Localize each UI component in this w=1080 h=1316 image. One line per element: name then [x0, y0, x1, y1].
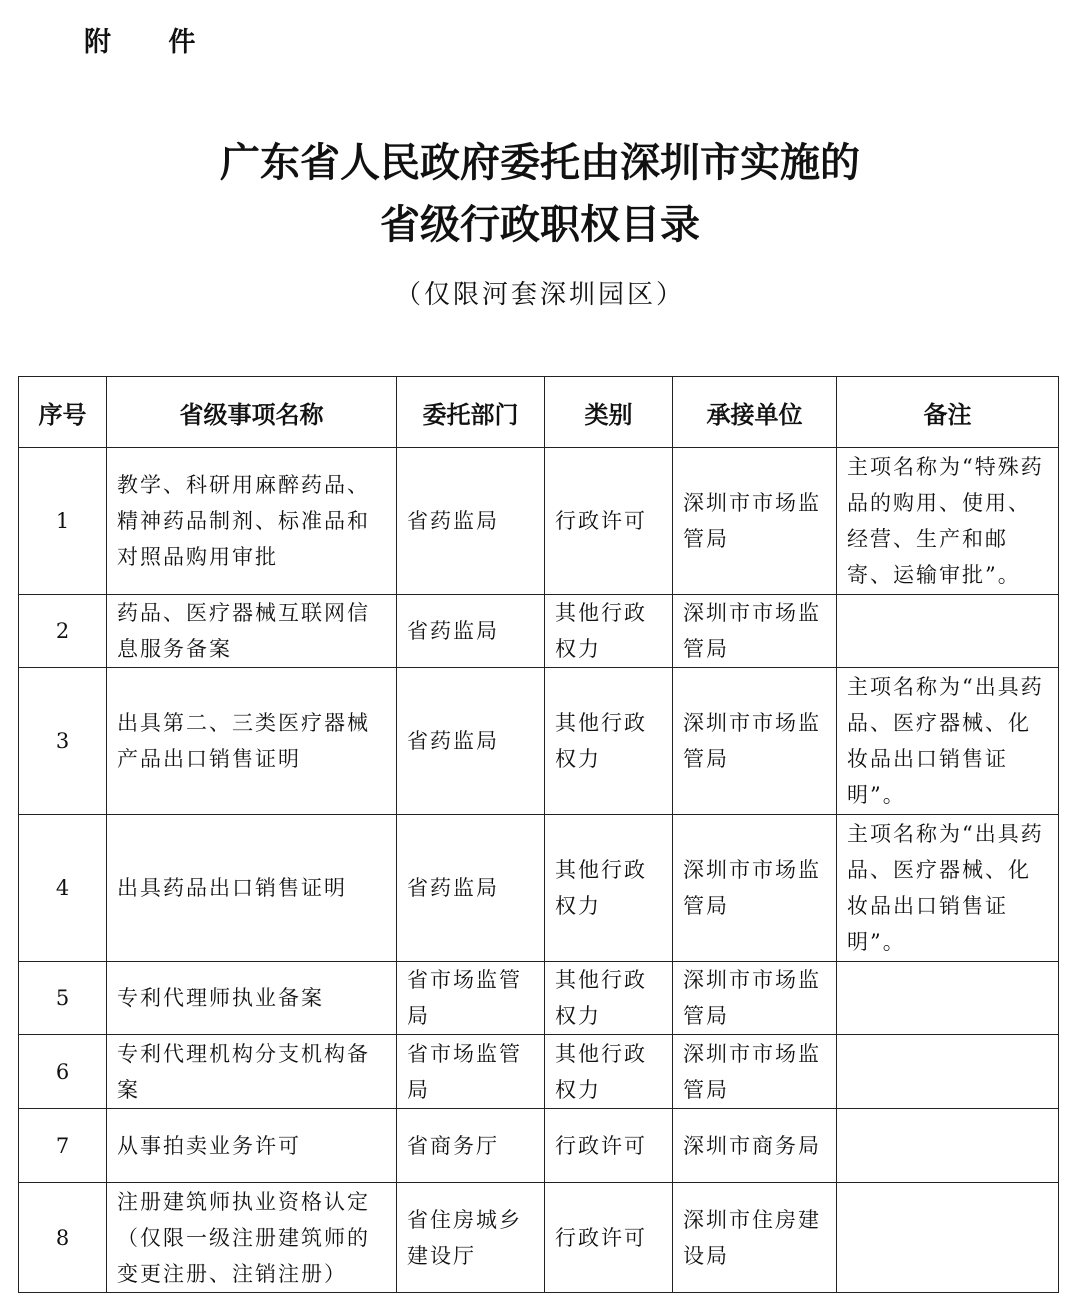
document-title-line2: 省级行政职权目录: [380, 202, 700, 248]
row-department: 省药监局: [397, 595, 545, 668]
row-note: 主项名称为“出具药品、医疗器械、化妆品出口销售证明”。: [837, 815, 1059, 962]
table-row: [19, 962, 1059, 1035]
row-seq: 2: [19, 595, 107, 668]
attachment-label: 附 件: [84, 27, 220, 58]
row-receiving-unit: 深圳市住房建设局: [673, 1183, 837, 1293]
row-category: 其他行政权力: [545, 668, 673, 815]
column-header: 类别: [545, 377, 673, 448]
row-receiving-unit: 深圳市市场监管局: [673, 668, 837, 815]
row-item-name: 注册建筑师执业资格认定（仅限一级注册建筑师的变更注册、注销注册）: [107, 1183, 397, 1293]
row-item-name: 从事拍卖业务许可: [107, 1109, 397, 1183]
row-note: [837, 595, 1059, 668]
row-item-name: 教学、科研用麻醉药品、精神药品制剂、标准品和对照品购用审批: [107, 448, 397, 595]
powers-catalog-table: [18, 376, 1059, 1293]
table-row: [19, 1109, 1059, 1183]
row-item-name: 专利代理师执业备案: [107, 962, 397, 1035]
table-header-row: [19, 377, 1059, 448]
table-row: [19, 1183, 1059, 1293]
column-header: 省级事项名称: [107, 377, 397, 448]
row-department: 省药监局: [397, 448, 545, 595]
row-seq: 3: [19, 668, 107, 815]
row-department: 省市场监管局: [397, 962, 545, 1035]
table-row: [19, 668, 1059, 815]
row-note: 主项名称为“特殊药品的购用、使用、经营、生产和邮寄、运输审批”。: [837, 448, 1059, 595]
row-department: 省商务厅: [397, 1109, 545, 1183]
row-receiving-unit: 深圳市市场监管局: [673, 815, 837, 962]
row-item-name: 专利代理机构分支机构备案: [107, 1035, 397, 1109]
row-item-name: 药品、医疗器械互联网信息服务备案: [107, 595, 397, 668]
row-seq: 1: [19, 448, 107, 595]
row-department: 省住房城乡建设厅: [397, 1183, 545, 1293]
table-row: [19, 595, 1059, 668]
table-row: [19, 448, 1059, 595]
row-seq: 8: [19, 1183, 107, 1293]
row-category: 其他行政权力: [545, 962, 673, 1035]
row-note: [837, 1183, 1059, 1293]
row-note: [837, 1035, 1059, 1109]
column-header: 序号: [19, 377, 107, 448]
row-note: [837, 962, 1059, 1035]
row-category: 行政许可: [545, 448, 673, 595]
row-receiving-unit: 深圳市商务局: [673, 1109, 837, 1183]
column-header: 委托部门: [397, 377, 545, 448]
table-row: [19, 1035, 1059, 1109]
column-header: 承接单位: [673, 377, 837, 448]
row-seq: 7: [19, 1109, 107, 1183]
row-seq: 6: [19, 1035, 107, 1109]
row-department: 省药监局: [397, 668, 545, 815]
row-department: 省药监局: [397, 815, 545, 962]
row-receiving-unit: 深圳市市场监管局: [673, 448, 837, 595]
table-row: [19, 815, 1059, 962]
row-item-name: 出具第二、三类医疗器械产品出口销售证明: [107, 668, 397, 815]
row-note: [837, 1109, 1059, 1183]
row-note: 主项名称为“出具药品、医疗器械、化妆品出口销售证明”。: [837, 668, 1059, 815]
row-department: 省市场监管局: [397, 1035, 545, 1109]
row-category: 其他行政权力: [545, 1035, 673, 1109]
row-receiving-unit: 深圳市市场监管局: [673, 595, 837, 668]
row-receiving-unit: 深圳市市场监管局: [673, 1035, 837, 1109]
row-seq: 4: [19, 815, 107, 962]
column-header: 备注: [837, 377, 1059, 448]
document-title-line1: 广东省人民政府委托由深圳市实施的: [220, 140, 860, 186]
row-seq: 5: [19, 962, 107, 1035]
document-subtitle: （仅限河套深圳园区）: [394, 280, 685, 310]
row-item-name: 出具药品出口销售证明: [107, 815, 397, 962]
row-receiving-unit: 深圳市市场监管局: [673, 962, 837, 1035]
row-category: 其他行政权力: [545, 595, 673, 668]
row-category: 行政许可: [545, 1183, 673, 1293]
row-category: 行政许可: [545, 1109, 673, 1183]
row-category: 其他行政权力: [545, 815, 673, 962]
